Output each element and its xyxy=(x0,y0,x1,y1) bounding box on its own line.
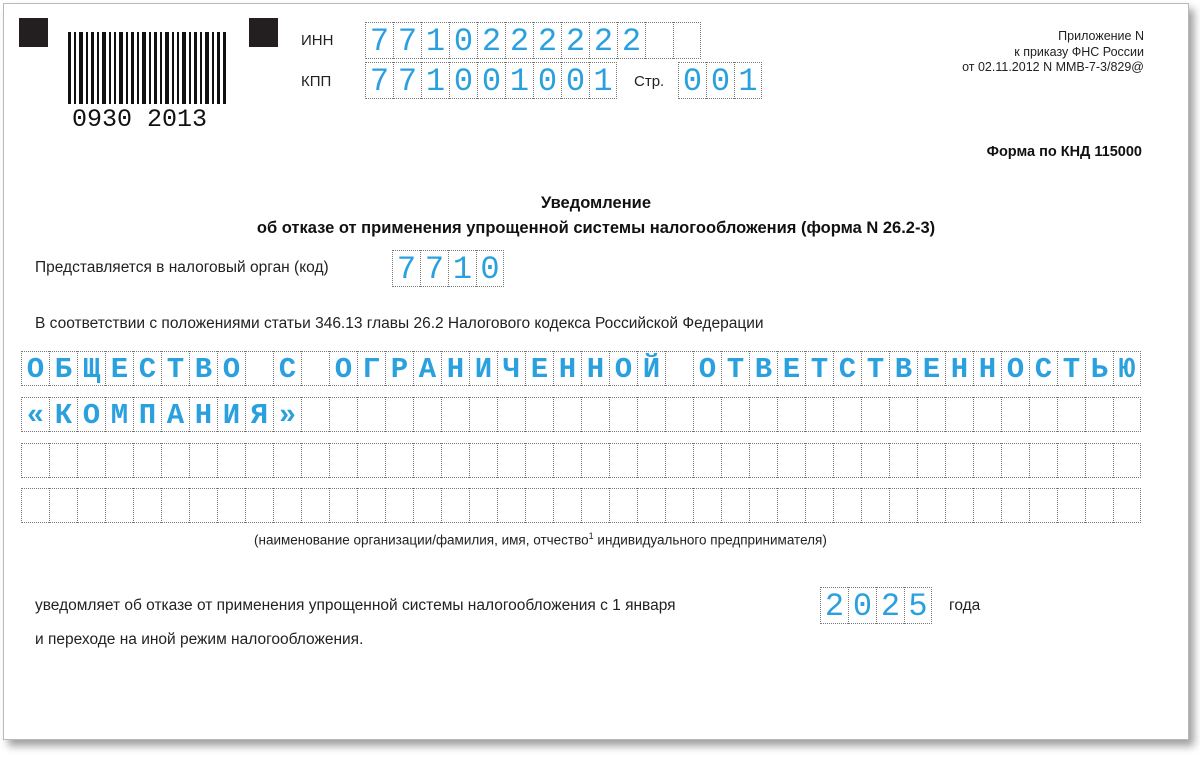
form-cell[interactable] xyxy=(693,397,721,432)
form-cell[interactable]: 1 xyxy=(448,250,476,287)
form-cell[interactable]: 0 xyxy=(706,62,734,99)
form-cell[interactable]: И xyxy=(469,351,497,386)
form-cell[interactable] xyxy=(329,443,357,478)
form-cell[interactable]: Й xyxy=(637,351,665,386)
form-cell[interactable] xyxy=(245,488,273,523)
form-cell[interactable]: О xyxy=(1001,351,1029,386)
form-cell[interactable] xyxy=(861,443,889,478)
form-cell[interactable] xyxy=(973,488,1001,523)
form-cell[interactable]: 0 xyxy=(678,62,706,99)
form-cell[interactable] xyxy=(105,488,133,523)
form-cell[interactable]: 7 xyxy=(365,22,393,59)
form-cell[interactable] xyxy=(1113,443,1141,478)
form-cell[interactable]: О xyxy=(21,351,49,386)
form-cell[interactable] xyxy=(833,397,861,432)
approval-line-1: Приложение N xyxy=(1058,29,1144,43)
form-cell[interactable]: 7 xyxy=(393,62,421,99)
form-cell[interactable]: Н xyxy=(945,351,973,386)
form-cell[interactable] xyxy=(645,22,673,59)
form-cell[interactable]: 5 xyxy=(904,587,932,624)
form-cell[interactable]: И xyxy=(217,397,245,432)
year-suffix: года xyxy=(949,597,981,614)
form-cell[interactable]: М xyxy=(105,397,133,432)
form-cell[interactable] xyxy=(21,488,49,523)
form-cell[interactable] xyxy=(833,488,861,523)
authority-code-field[interactable] xyxy=(392,250,504,287)
form-cell[interactable]: Ч xyxy=(497,351,525,386)
form-cell[interactable]: В xyxy=(189,351,217,386)
form-cell[interactable] xyxy=(441,443,469,478)
form-cell[interactable]: 1 xyxy=(589,62,617,99)
caption-text: (наименование организации/фамилия, имя, отчество xyxy=(254,532,589,548)
form-cell[interactable]: 0 xyxy=(561,62,589,99)
form-cell[interactable] xyxy=(721,397,749,432)
form-cell[interactable] xyxy=(497,397,525,432)
form-cell[interactable] xyxy=(805,488,833,523)
form-cell[interactable] xyxy=(609,443,637,478)
form-cell[interactable] xyxy=(833,443,861,478)
alignment-marker-left xyxy=(19,18,48,47)
form-cell[interactable]: Т xyxy=(805,351,833,386)
form-cell[interactable] xyxy=(469,488,497,523)
form-cell[interactable] xyxy=(609,397,637,432)
form-cell[interactable] xyxy=(973,443,1001,478)
caption-text-end: индивидуального предпринимателя) xyxy=(593,532,827,548)
form-cell[interactable]: 7 xyxy=(392,250,420,287)
tax-form-sheet xyxy=(3,3,1189,740)
form-cell[interactable]: 1 xyxy=(421,22,449,59)
form-cell[interactable]: О xyxy=(693,351,721,386)
form-cell[interactable]: 0 xyxy=(449,62,477,99)
form-cell[interactable]: Т xyxy=(1057,351,1085,386)
form-cell[interactable] xyxy=(105,443,133,478)
form-cell[interactable]: В xyxy=(889,351,917,386)
form-cell[interactable]: О xyxy=(609,351,637,386)
form-cell[interactable]: 1 xyxy=(421,62,449,99)
organization-name-row-2[interactable] xyxy=(21,397,1141,432)
form-cell[interactable] xyxy=(665,443,693,478)
form-cell[interactable] xyxy=(665,351,693,386)
form-cell[interactable]: 2 xyxy=(589,22,617,59)
form-cell[interactable] xyxy=(861,488,889,523)
form-cell[interactable] xyxy=(385,397,413,432)
caption-footnote-mark: 1 xyxy=(588,531,594,541)
form-cell[interactable] xyxy=(945,397,973,432)
organization-caption xyxy=(254,531,827,548)
organization-name-row-3[interactable] xyxy=(21,443,1141,478)
form-cell[interactable] xyxy=(1113,488,1141,523)
form-cell[interactable] xyxy=(1057,397,1085,432)
form-cell[interactable] xyxy=(21,443,49,478)
form-cell[interactable] xyxy=(581,443,609,478)
form-cell[interactable]: Я xyxy=(245,397,273,432)
form-cell[interactable] xyxy=(497,488,525,523)
form-cell[interactable]: Р xyxy=(385,351,413,386)
form-cell[interactable] xyxy=(49,443,77,478)
form-cell[interactable] xyxy=(1029,443,1057,478)
form-cell[interactable]: А xyxy=(413,351,441,386)
form-cell[interactable] xyxy=(77,443,105,478)
form-cell[interactable] xyxy=(245,443,273,478)
form-cell[interactable]: 2 xyxy=(876,587,904,624)
form-cell[interactable] xyxy=(917,397,945,432)
form-cell[interactable] xyxy=(1001,397,1029,432)
form-cell[interactable] xyxy=(329,397,357,432)
form-cell[interactable]: 2 xyxy=(533,22,561,59)
form-cell[interactable]: Н xyxy=(553,351,581,386)
form-cell[interactable] xyxy=(889,443,917,478)
form-cell[interactable] xyxy=(133,443,161,478)
form-cell[interactable] xyxy=(1029,488,1057,523)
form-cell[interactable] xyxy=(945,443,973,478)
form-cell[interactable] xyxy=(469,397,497,432)
form-cell[interactable]: » xyxy=(273,397,301,432)
form-cell[interactable]: 0 xyxy=(476,250,504,287)
form-cell[interactable] xyxy=(777,488,805,523)
form-cell[interactable]: Т xyxy=(721,351,749,386)
inn-field[interactable] xyxy=(365,22,701,59)
form-cell[interactable]: 1 xyxy=(505,62,533,99)
form-cell[interactable]: Е xyxy=(525,351,553,386)
form-cell[interactable] xyxy=(1057,443,1085,478)
form-cell[interactable] xyxy=(973,397,1001,432)
form-cell[interactable]: 2 xyxy=(505,22,533,59)
barcode-number: 0930 2013 xyxy=(72,105,208,134)
form-cell[interactable] xyxy=(357,443,385,478)
form-cell[interactable] xyxy=(1029,397,1057,432)
form-cell[interactable]: 2 xyxy=(561,22,589,59)
form-cell[interactable]: Е xyxy=(777,351,805,386)
form-cell[interactable] xyxy=(273,443,301,478)
form-cell[interactable] xyxy=(357,397,385,432)
form-cell[interactable]: Н xyxy=(441,351,469,386)
form-cell[interactable] xyxy=(77,488,105,523)
form-cell[interactable] xyxy=(553,443,581,478)
form-cell[interactable]: 7 xyxy=(393,22,421,59)
barcode-icon xyxy=(68,32,226,104)
form-cell[interactable]: С xyxy=(133,351,161,386)
form-cell[interactable] xyxy=(637,488,665,523)
page-number-field[interactable] xyxy=(678,62,762,99)
form-cell[interactable] xyxy=(553,397,581,432)
form-cell[interactable] xyxy=(497,443,525,478)
legal-basis-text: В соответствии с положениями статьи 346.13 главы 26.2 Налогового кодекса Российской Федерации xyxy=(35,315,764,332)
form-cell[interactable]: Н xyxy=(581,351,609,386)
form-cell[interactable] xyxy=(1001,488,1029,523)
form-cell[interactable] xyxy=(441,488,469,523)
form-cell[interactable]: Б xyxy=(49,351,77,386)
form-cell[interactable] xyxy=(385,488,413,523)
form-cell[interactable] xyxy=(889,397,917,432)
form-subtitle: об отказе от применения упрощенной системы налогообложения (форма N 26.2-3) xyxy=(256,219,936,237)
form-cell[interactable] xyxy=(665,488,693,523)
approval-line-3: от 02.11.2012 N ММВ-7-3/829@ xyxy=(962,60,1144,74)
form-cell[interactable]: С xyxy=(833,351,861,386)
form-cell[interactable] xyxy=(749,488,777,523)
form-cell[interactable] xyxy=(665,397,693,432)
form-cell[interactable] xyxy=(805,443,833,478)
form-cell[interactable] xyxy=(609,488,637,523)
form-cell[interactable] xyxy=(189,443,217,478)
form-cell[interactable] xyxy=(581,397,609,432)
form-cell[interactable]: 2 xyxy=(617,22,645,59)
form-cell[interactable]: 7 xyxy=(420,250,448,287)
notice-text: уведомляет об отказе от применения упрощенной системы налогообложения с 1 января xyxy=(35,597,676,614)
form-cell[interactable] xyxy=(469,443,497,478)
kpp-label: КПП xyxy=(301,73,332,90)
form-cell[interactable] xyxy=(749,397,777,432)
form-cell[interactable] xyxy=(525,488,553,523)
form-cell[interactable]: Ю xyxy=(1113,351,1141,386)
organization-name-row-1[interactable] xyxy=(21,351,1141,386)
form-cell[interactable]: Ь xyxy=(1085,351,1113,386)
form-cell[interactable]: 0 xyxy=(449,22,477,59)
form-cell[interactable]: Т xyxy=(161,351,189,386)
form-cell[interactable] xyxy=(673,22,701,59)
form-cell[interactable] xyxy=(413,397,441,432)
form-cell[interactable]: 1 xyxy=(734,62,762,99)
form-cell[interactable]: Щ xyxy=(77,351,105,386)
form-cell[interactable]: С xyxy=(273,351,301,386)
approval-line-2: к приказу ФНС России xyxy=(1014,44,1144,59)
form-cell[interactable] xyxy=(1057,488,1085,523)
form-cell[interactable] xyxy=(301,443,329,478)
form-cell[interactable]: А xyxy=(161,397,189,432)
form-cell[interactable] xyxy=(525,443,553,478)
form-cell[interactable]: Н xyxy=(973,351,1001,386)
form-cell[interactable] xyxy=(693,443,721,478)
form-cell[interactable] xyxy=(413,443,441,478)
form-cell[interactable]: О xyxy=(329,351,357,386)
form-cell[interactable] xyxy=(301,488,329,523)
form-cell[interactable]: Е xyxy=(105,351,133,386)
form-cell[interactable] xyxy=(1113,397,1141,432)
form-cell[interactable]: 7 xyxy=(365,62,393,99)
form-cell[interactable] xyxy=(217,488,245,523)
form-cell[interactable] xyxy=(777,443,805,478)
form-cell[interactable] xyxy=(245,351,273,386)
form-cell[interactable]: Е xyxy=(917,351,945,386)
form-cell[interactable]: Г xyxy=(357,351,385,386)
year-field[interactable] xyxy=(820,587,932,624)
form-cell[interactable] xyxy=(133,488,161,523)
form-cell[interactable] xyxy=(553,488,581,523)
form-cell[interactable]: 2 xyxy=(820,587,848,624)
form-cell[interactable] xyxy=(1001,443,1029,478)
form-cell[interactable] xyxy=(525,397,553,432)
form-cell[interactable] xyxy=(413,488,441,523)
form-cell[interactable]: 2 xyxy=(477,22,505,59)
form-cell[interactable] xyxy=(945,488,973,523)
form-cell[interactable] xyxy=(805,397,833,432)
form-cell[interactable]: О xyxy=(217,351,245,386)
inn-label: ИНН xyxy=(301,32,334,49)
form-cell[interactable] xyxy=(1085,488,1113,523)
form-cell[interactable]: « xyxy=(21,397,49,432)
form-cell[interactable]: П xyxy=(133,397,161,432)
form-cell[interactable]: Т xyxy=(861,351,889,386)
form-cell[interactable] xyxy=(217,443,245,478)
form-cell[interactable] xyxy=(161,443,189,478)
form-cell[interactable] xyxy=(917,488,945,523)
form-cell[interactable] xyxy=(721,443,749,478)
form-cell[interactable]: К xyxy=(49,397,77,432)
form-cell[interactable] xyxy=(749,443,777,478)
form-cell[interactable] xyxy=(189,488,217,523)
form-cell[interactable] xyxy=(161,488,189,523)
form-title: Уведомление xyxy=(540,194,651,212)
form-cell[interactable] xyxy=(721,488,749,523)
form-cell[interactable] xyxy=(889,488,917,523)
form-cell[interactable] xyxy=(273,488,301,523)
approval-reference xyxy=(962,29,1144,76)
form-cell[interactable]: С xyxy=(1029,351,1057,386)
form-cell[interactable] xyxy=(861,397,889,432)
form-cell[interactable] xyxy=(1085,397,1113,432)
page-label: Стр. xyxy=(634,73,665,90)
form-cell[interactable] xyxy=(329,488,357,523)
form-cell[interactable] xyxy=(385,443,413,478)
form-cell[interactable]: О xyxy=(77,397,105,432)
form-cell[interactable] xyxy=(49,488,77,523)
form-cell[interactable] xyxy=(581,488,609,523)
form-cell[interactable]: 0 xyxy=(533,62,561,99)
form-knd-code: Форма по КНД 115000 xyxy=(986,144,1142,160)
form-cell[interactable]: 0 xyxy=(848,587,876,624)
form-cell[interactable] xyxy=(693,488,721,523)
authority-label: Представляется в налоговый орган (код) xyxy=(35,259,329,276)
form-cell[interactable] xyxy=(301,351,329,386)
form-cell[interactable]: В xyxy=(749,351,777,386)
organization-name-row-4[interactable] xyxy=(21,488,1141,523)
form-cell[interactable] xyxy=(637,443,665,478)
form-cell[interactable] xyxy=(637,397,665,432)
form-cell[interactable] xyxy=(357,488,385,523)
notice-text-continued: и переходе на иной режим налогообложения. xyxy=(35,631,364,648)
form-cell[interactable] xyxy=(301,397,329,432)
form-cell[interactable] xyxy=(1085,443,1113,478)
form-cell[interactable]: Н xyxy=(189,397,217,432)
form-cell[interactable]: 0 xyxy=(477,62,505,99)
form-cell[interactable] xyxy=(441,397,469,432)
kpp-field[interactable] xyxy=(365,62,617,99)
form-cell[interactable] xyxy=(777,397,805,432)
form-cell[interactable] xyxy=(917,443,945,478)
alignment-marker-right xyxy=(249,18,278,47)
